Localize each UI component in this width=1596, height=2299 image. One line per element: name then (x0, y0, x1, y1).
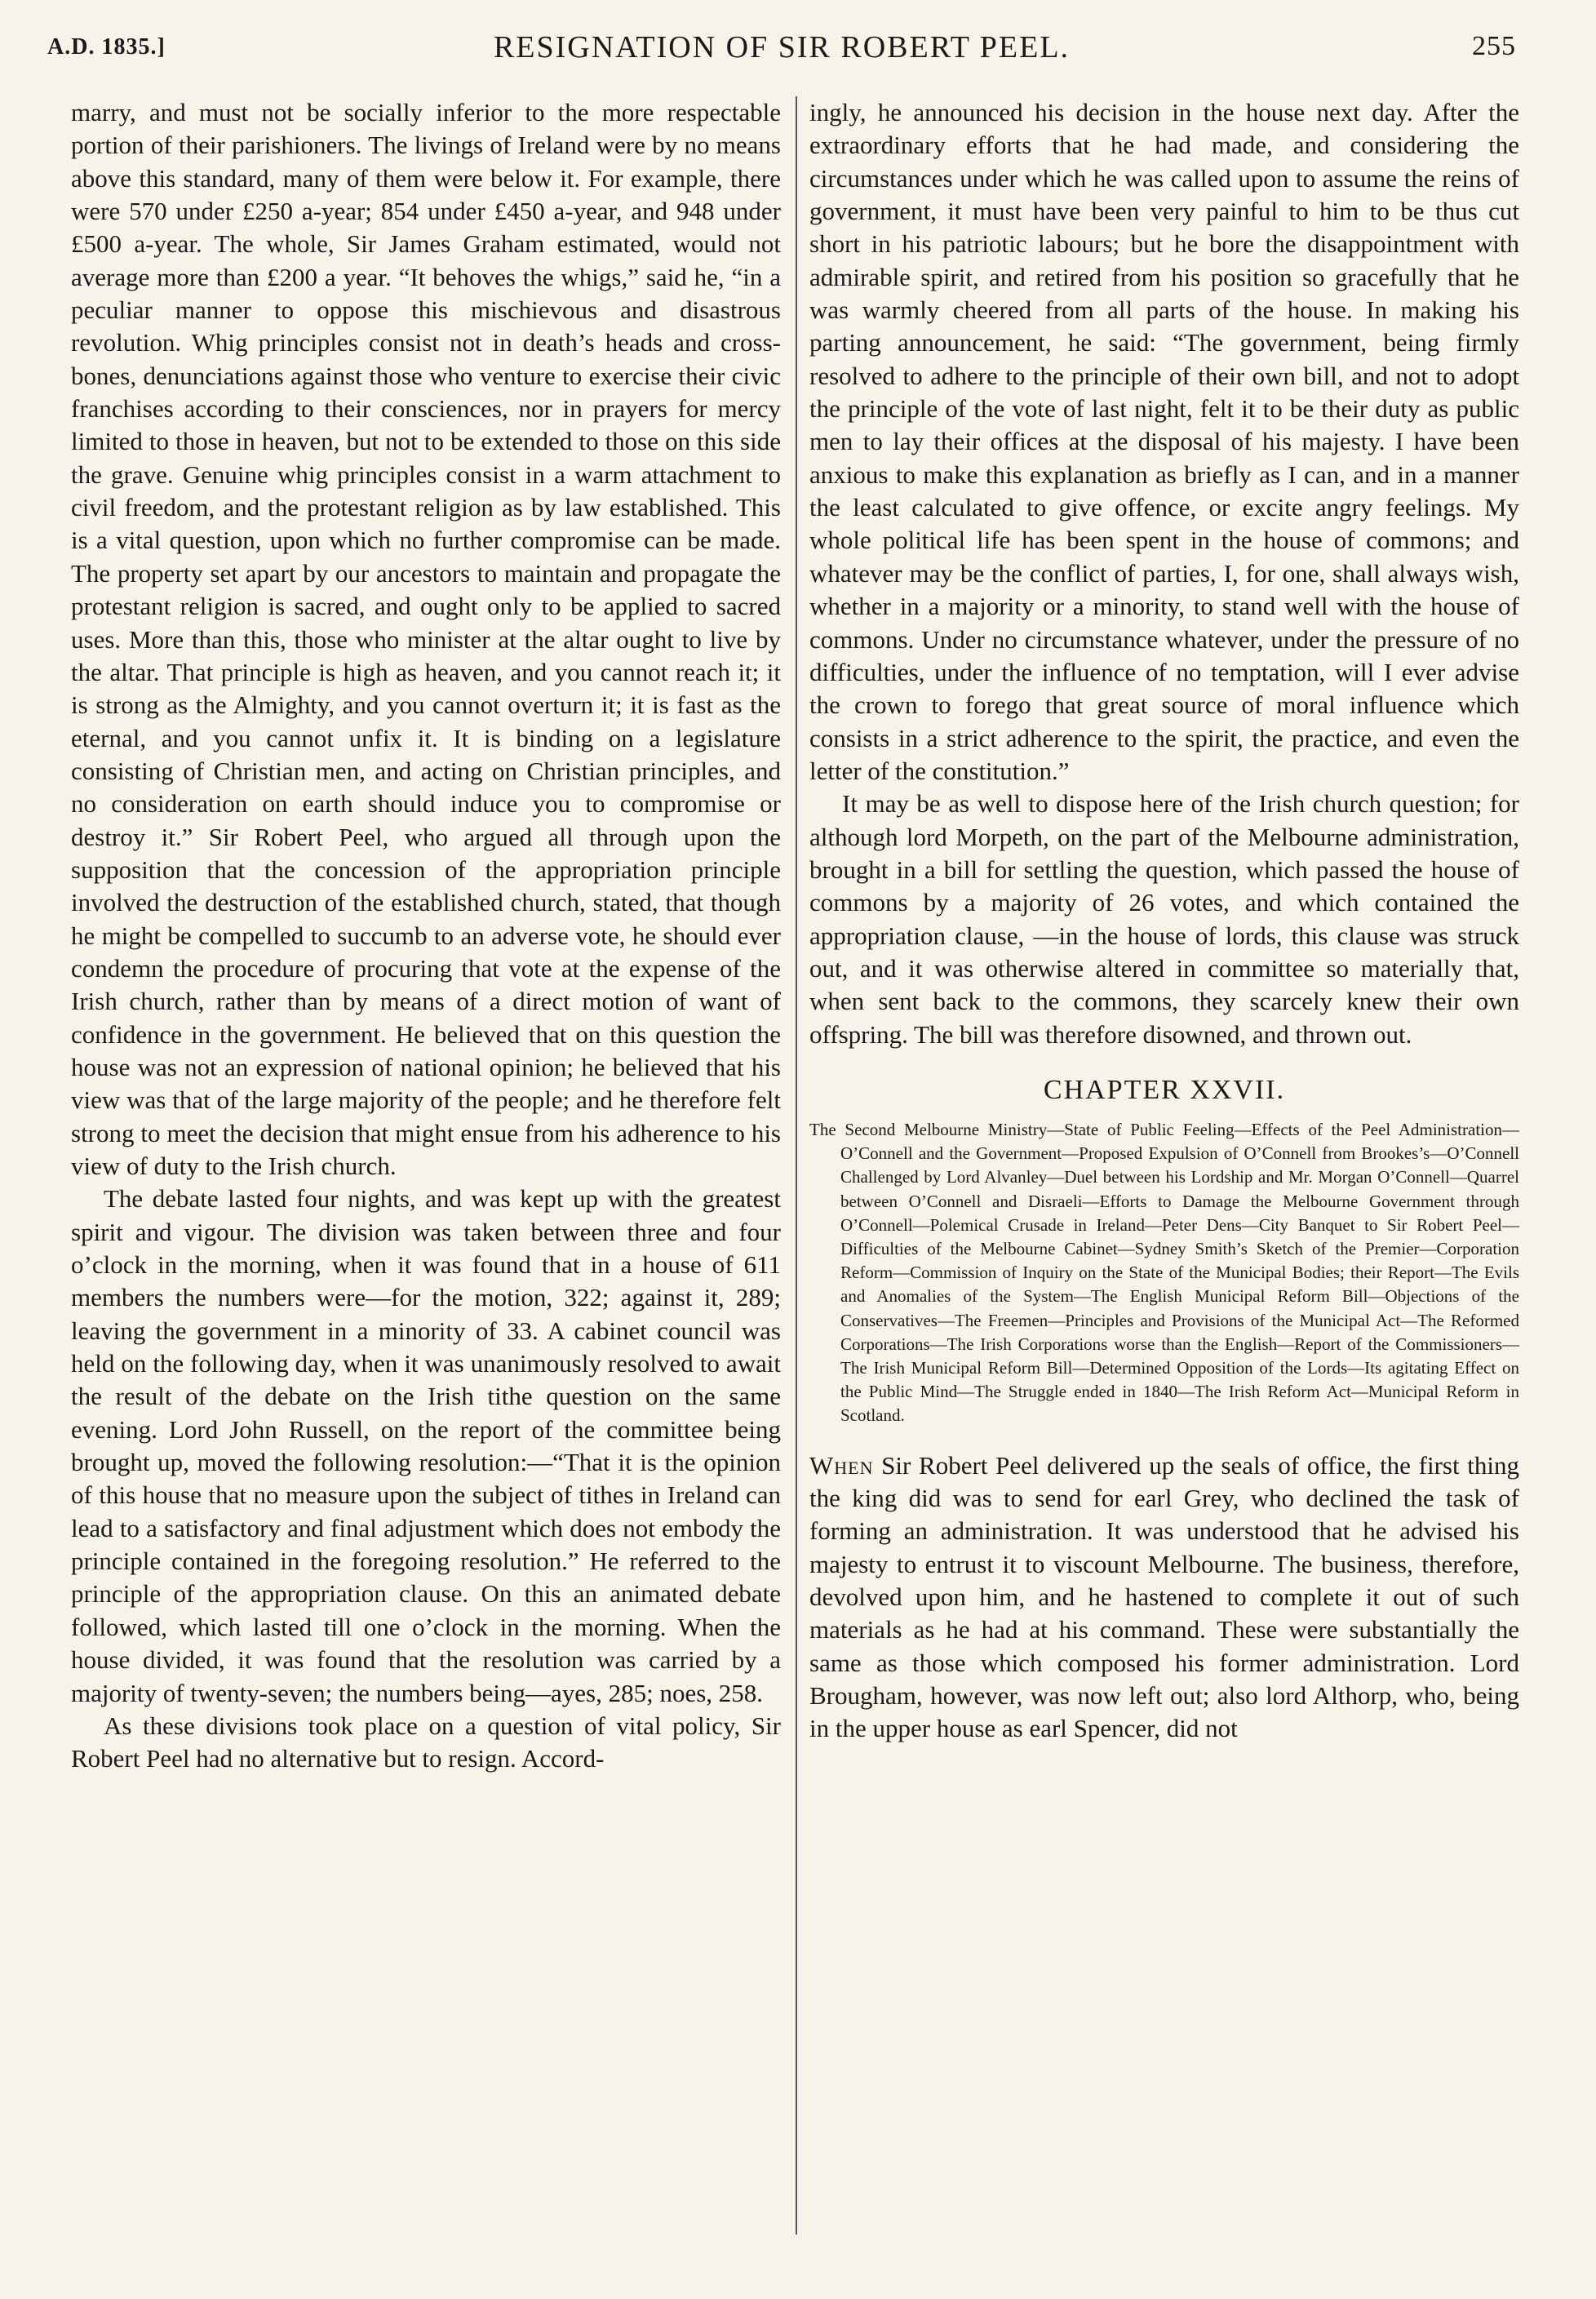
header-date: A.D. 1835.] (47, 34, 166, 60)
left-column (71, 96, 781, 1776)
page-number: 255 (1472, 31, 1516, 61)
opening-word: When (809, 1450, 874, 1480)
right-para-1: ingly, he announced his decision in the house next day. After the extraordinary efforts that he had made, and considering the circumstances under which he was called upon to assume the reins of government, it must have been very painful to him to be thus cut short in his patriotic labours; but he bore the disappointment with admirable spirit, and retired from his position so gracefully that he was warmly cheered from all parts of the house. In making his parting announcement, he said: “The government, being firmly resolved to adhere to the principle of their own bill, and not to adopt the principle of the vote of last night, felt it to be their duty as public men to lay their offices at the disposal of his majesty. I have been anxious to make this explanation as briefly as I can, and in a manner the least calculated to give offence, or excite angry feelings. My whole political life has been spent in the house of commons; and whatever may be the conflict of parties, I, for one, shall always wish, whether in a majority or a minority, to stand well with the house of commons. Under no circumstance whatever, under the pressure of no difficulties, under the influence of no temptation, will I ever advise the crown to forego that great source of moral influence which consists in a strict adherence to the spirit, the practice, and even the letter of the constitution.” (809, 98, 1519, 785)
chapter-summary-text: The Second Melbourne Ministry—State of Public Feeling—Effects of the Peel Administration—O’Connell and the Government—Proposed Expulsion of O’Connell from Brookes’s—O’Connell Challenged by Lord Alvanley—Duel between his Lordship and Mr. Morgan O’Connell—Quarrel between O’Connell and Disraeli—Efforts to Damage the Melbourne Government through O’Connell—Polemical Crusade in Ireland—Peter Dens—City Banquet to Sir Robert Peel—Difficulties of the Melbourne Cabinet—Sydney Smith’s Sketch of the Premier—Corporation Reform—Commission of Inquiry on the State of the Municipal Bodies; their Report—The Evils and Anomalies of the System—The English Municipal Reform Bill—Objections of the Conservatives—The Freemen—Principles and Provisions of the Municipal Act—The Reformed Corporations—The Irish Corporations worse than the English—Report of the Commissioners—The Irish Municipal Reform Bill—Determined Opposition of the Lords—Its agitating Effect on the Public Mind—The Struggle ended in 1840—The Irish Reform Act—Municipal Reform in Scotland. (809, 1119, 1519, 1426)
column-divider (796, 96, 797, 2235)
header-title: RESIGNATION OF SIR ROBERT PEEL. (493, 30, 1071, 64)
left-para-1: marry, and must not be socially inferior to the more respectable portion of their parishioners. The livings of Ireland were by no means above this standard, many of them were below it. For example, there were 570 under £250 a-year; 854 under £450 a-year, and 948 under £500 a-year. The whole, Sir James Graham estimated, would not average more than £200 a year. “It behoves the whigs,” said he, “in a peculiar manner to oppose this mischievous and disastrous revolution. Whig principles consist not in death’s heads and cross-bones, denunciations against those who venture to exercise their civic franchises according to their consciences, nor in prayers for mercy limited to those in heaven, but not to be extended to those on this side the grave. Genuine whig principles consist in a warm attachment to civil freedom, and the protestant religion as by law established. This is a vital question, upon which no further compromise can be made. The property set apart by our ancestors to maintain and propagate the protestant religion is sacred, and ought only to be applied to sacred uses. More than this, those who minister at the altar ought to live by the altar. That principle is high as heaven, and you cannot reach it; it is strong as the Almighty, and you cannot overturn it; it is fast as the eternal, and you cannot unfix it. It is binding on a legislature consisting of Christian men, and acting on Christian principles, and no consideration on earth should induce you to compromise or destroy it.” Sir Robert Peel, who argued all through upon the supposition that the concession of the appropriation principle involved the destruction of the established church, stated, that though he might be compelled to succumb to an adverse vote, he should ever condemn the procedure of procuring that vote at the expense of the Irish church, rather than by means of a direct motion of want of confidence in the government. He believed that on this question the house was not an expression of national opinion; he believed that his view was that of the large majority of the people; and he therefore felt strong to meet the decision that might ensue from his adherence to his view of duty to the Irish church. (71, 98, 781, 1180)
left-para-3: As these divisions took place on a question of vital policy, Sir Robert Peel had no alternative but to resign. Accord- (71, 1711, 781, 1773)
left-para-2: The debate lasted four nights, and was kept up with the greatest spirit and vigour. The division was taken between three and four o’clock in the morning, when it was found that in a house of 611 members the numbers were—for the motion, 322; against it, 289; leaving the government in a minority of 33. A cabinet council was held on the following day, when it was unanimously resolved to await the result of the debate on the Irish tithe question on the same evening. Lord John Russell, on the report of the committee being brought up, moved the following resolution:—“That it is the opinion of this house that no measure upon the subject of tithes in Ireland can lead to a satisfactory and final adjustment which does not embody the principle contained in the foregoing resolution.” He referred to the principle of the appropriation clause. On this an animated debate followed, which lasted till one o’clock in the morning. When the house divided, it was found that the resolution was carried by a majority of twenty-seven; the numbers being—ayes, 285; noes, 258. (71, 1184, 781, 1707)
right-para-3 (809, 1449, 1519, 1746)
right-column (809, 96, 1519, 1746)
chapter-title: CHAPTER XXVII. (1043, 1074, 1286, 1105)
right-para-3-text: Sir Robert Peel delivered up the seals of office, the first thing the king did was to send for earl Grey, who declined the task of forming an administration. It was understood that he advised his majesty to entrust it to viscount Melbourne. The business, therefore, devolved upon him, and he hastened to complete it out of such materials as he had at his command. These were substantially the same as those which composed his former administration. Lord Brougham, however, was now left out; also lord Althorp, who, being in the upper house as earl Spencer, did not (809, 1450, 1519, 1743)
right-para-2: It may be as well to dispose here of the Irish church question; for although lord Morpeth, on the part of the Melbourne administration, brought in a bill for settling the question, which passed the house of commons by a majority of 26 votes, and which contained the appropriation clause, —in the house of lords, this clause was struck out, and it was otherwise altered in committee so materially that, when sent back to the commons, they scarcely knew their own offspring. The bill was therefore disowned, and thrown out. (809, 789, 1519, 1049)
running-header (47, 24, 1516, 73)
chapter-summary (809, 1118, 1519, 1428)
